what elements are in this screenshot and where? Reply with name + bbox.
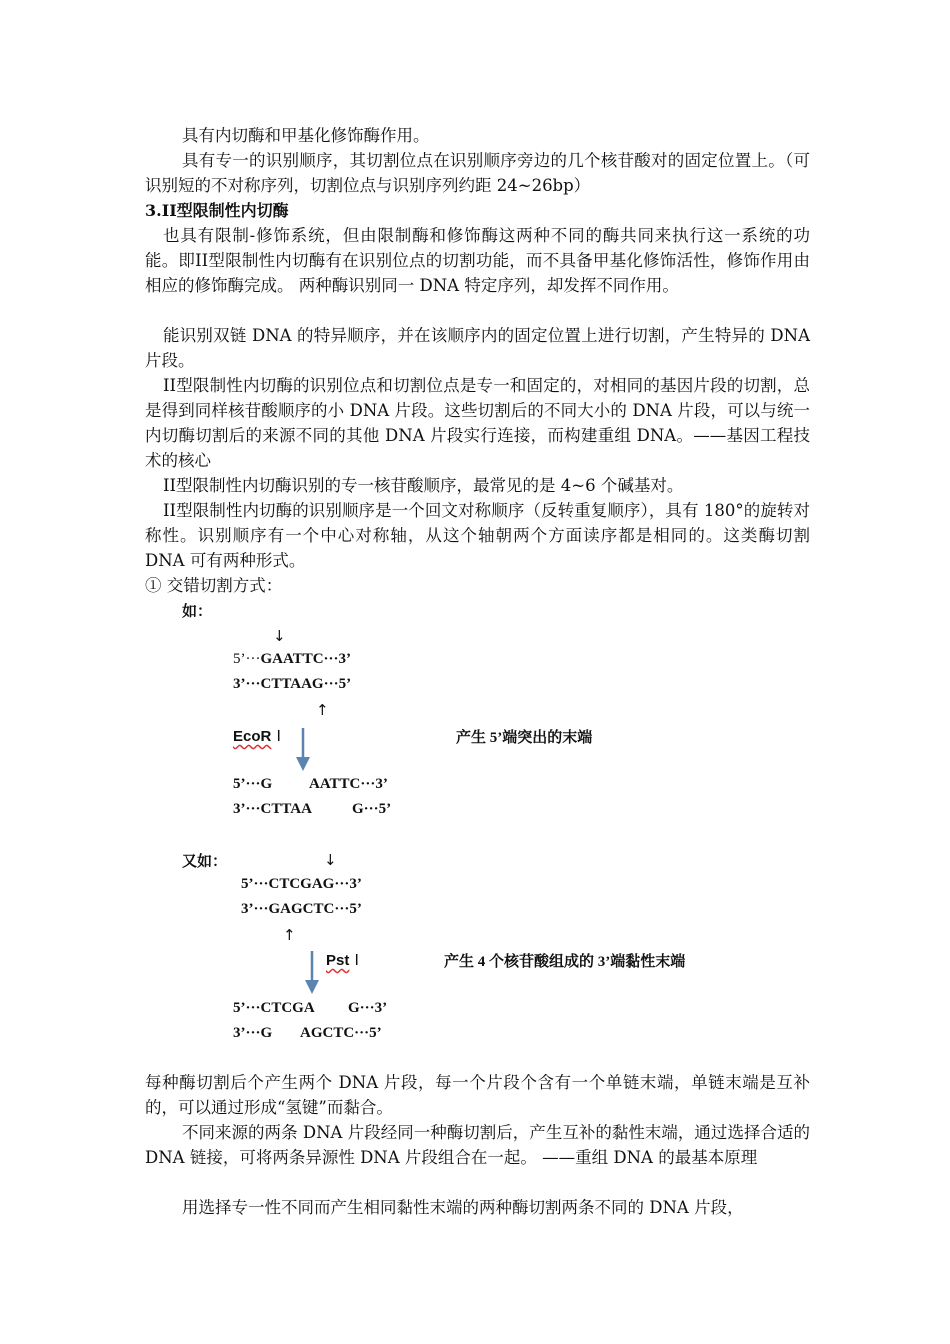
figure2-result-note: 产生 4 个核苷酸组成的 3’端黏性末端 bbox=[444, 954, 686, 970]
figure2-cut-top-left: 5’···CTCGA bbox=[233, 1000, 315, 1016]
figure1-cut-bottom-right: G···5’ bbox=[352, 801, 392, 817]
paragraph-8: ① 交错切割方式： bbox=[145, 576, 283, 595]
paragraph-4: 能识别双链 DNA 的特异顺序，并在该顺序内的固定位置上进行切割，产生特异的 DNA 片段。 bbox=[145, 326, 810, 370]
paragraph-1: 具有内切酶和甲基化修饰酶作用。 bbox=[182, 126, 430, 145]
paragraph-9: 每种酶切割后个产生两个 DNA 片段，每一个片段个含有一个单链末端，单链末端是互补的，可以通过形成“氢键”而黏合。 bbox=[145, 1073, 810, 1117]
paragraph-5: II型限制性内切酶的识别位点和切割位点是专一和固定的，对相同的基因片段的切割，总是得到同样核苷酸顺序的小 DNA 片段。这些切割后的不同大小的 DNA 片段，可以与统一内切酶切割后的来源不同的其他 DNA 片段实行连接，而构建重组 DNA。——基因工程技术的核心 bbox=[145, 376, 810, 470]
section-heading: 3.II型限制性内切酶 bbox=[145, 201, 289, 220]
figure2-enzyme bbox=[326, 950, 359, 970]
figure1-enzyme bbox=[233, 726, 281, 746]
figure2-top-strand: 5’···CTCGAG···3’ bbox=[241, 876, 362, 892]
figure1-cut-bottom-left: 3’···CTTAA bbox=[233, 801, 312, 817]
paragraph-3: 也具有限制-修饰系统，但由限制酶和修饰酶这两种不同的酶共同来执行这一系统的功能。即II型限制性内切酶有在识别位点的切割功能，而不具备甲基化修饰活性，修饰作用由相应的修饰酶完成。 两种酶识别同一 DNA 特定序列，却发挥不同作用。 bbox=[145, 226, 810, 295]
cut-down-arrow-icon: ↓ bbox=[324, 851, 337, 869]
enzyme-numeral: Ⅰ bbox=[276, 729, 281, 745]
figure2-bottom-strand: 3’···GAGCTC···5’ bbox=[241, 901, 362, 917]
paragraph-7: II型限制性内切酶的识别顺序是一个回文对称顺序（反转重复顺序），具有 180°的旋转对称性。识别顺序有一个中心对称轴，从这个轴朝两个方面读序都是相同的。这类酶切割 DNA 可有两种形式。 bbox=[145, 501, 810, 570]
digest-arrow-icon bbox=[303, 951, 321, 995]
figure1-cut-top-right: AATTC···3’ bbox=[309, 776, 388, 792]
figure2-label: 又如： bbox=[182, 854, 228, 870]
enzyme-name-pst: Pst bbox=[326, 952, 350, 969]
paragraph-2: 具有专一的识别顺序，其切割位点在识别顺序旁边的几个核苷酸对的固定位置上。（可识别短的不对称序列，切割位点与识别序列约距 24~26bp） bbox=[145, 151, 810, 195]
figure2-cut-top-right: G···3’ bbox=[348, 1000, 388, 1016]
cut-down-arrow-icon: ↓ bbox=[273, 627, 286, 645]
paragraph-11: 用选择专一性不同而产生相同黏性末端的两种酶切割两条不同的 DNA 片段， bbox=[182, 1198, 744, 1217]
figure1-bottom-strand: 3’···CTTAAG···5’ bbox=[233, 676, 352, 692]
figure1-top-strand: 5’···GAATTC···3’ bbox=[233, 651, 352, 667]
digest-arrow-icon bbox=[294, 728, 312, 772]
enzyme-numeral: Ⅰ bbox=[354, 953, 359, 969]
paragraph-10: 不同来源的两条 DNA 片段经同一种酶切割后，产生互补的黏性末端，通过选择合适的 DNA 链接，可将两条异源性 DNA 片段组合在一起。 ——重组 DNA 的最基本原理 bbox=[145, 1123, 810, 1167]
figure1-label: 如： bbox=[182, 604, 213, 620]
cut-up-arrow-icon: ↑ bbox=[316, 701, 329, 719]
cut-up-arrow-icon: ↑ bbox=[283, 926, 296, 944]
figure2-cut-bottom-left: 3’···G bbox=[233, 1025, 273, 1041]
figure2-cut-bottom-right: AGCTC···5’ bbox=[300, 1025, 382, 1041]
figure1-cut-top-left: 5’···G bbox=[233, 776, 273, 792]
enzyme-name-ecor: EcoR bbox=[233, 728, 272, 745]
figure1-result-note: 产生 5’端突出的末端 bbox=[456, 730, 593, 746]
paragraph-6: II型限制性内切酶识别的专一核苷酸顺序，最常见的是 4~6 个碱基对。 bbox=[163, 476, 684, 495]
